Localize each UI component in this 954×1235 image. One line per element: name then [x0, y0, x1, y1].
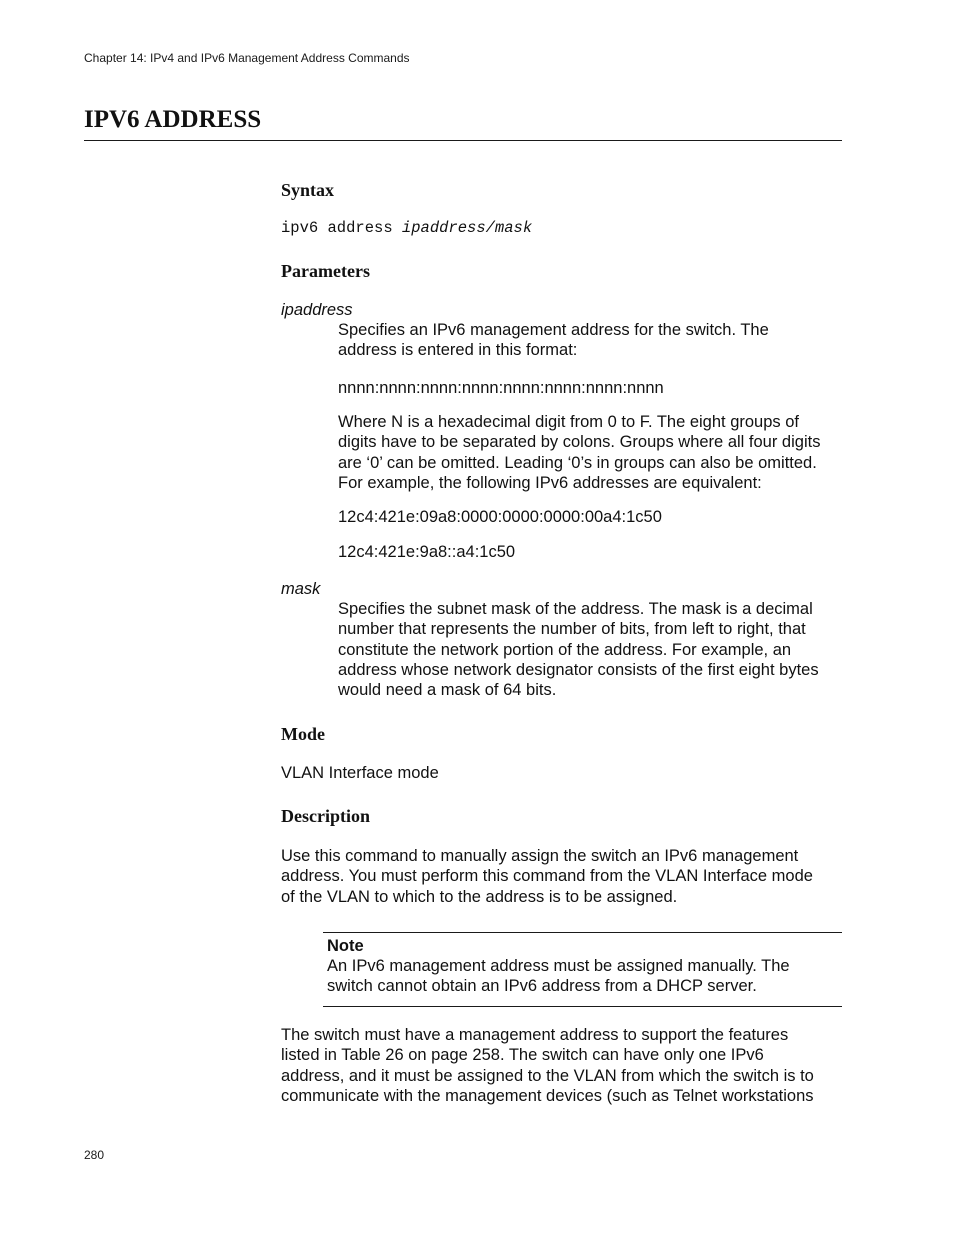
text-line: Specifies an IPv6 management address for the switch. The [338, 321, 769, 339]
syntax-command-line [281, 218, 532, 238]
text-line: address whose network designator consists of the first eight bytes [338, 660, 819, 679]
mode-heading: Mode [281, 724, 325, 744]
parameters-heading: Parameters [281, 261, 370, 281]
text-line: are ‘0’ can be omitted. Leading ‘0’s in groups can also be omitted. [338, 453, 817, 472]
text-line: communicate with the management devices (such as Telnet workstations [281, 1086, 814, 1105]
param-mask-name: mask [281, 580, 321, 598]
description-paragraph-2 [281, 1025, 814, 1106]
param-ipaddress-example-full: 12c4:421e:09a8:0000:0000:0000:00a4:1c50 [338, 508, 662, 526]
param-ipaddress-detail [338, 412, 820, 493]
text-line: Where N is a hexadecimal digit from 0 to F. The eight groups of [338, 413, 800, 431]
param-ipaddress-format: nnnn:nnnn:nnnn:nnnn:nnnn:nnnn:nnnn:nnnn [338, 379, 664, 397]
syntax-command: ipv6 address [281, 219, 402, 237]
syntax-heading: Syntax [281, 180, 335, 200]
title-rule [84, 140, 842, 141]
text-line: Specifies the subnet mask of the address. The mask is a decimal [338, 600, 813, 618]
description-heading: Description [281, 806, 370, 826]
text-line: switch cannot obtain an IPv6 address from a DHCP server. [327, 977, 757, 996]
param-mask-description [338, 599, 819, 700]
param-ipaddress-example-short: 12c4:421e:9a8::a4:1c50 [338, 543, 516, 561]
mode-text: VLAN Interface mode [281, 764, 439, 782]
text-line: constitute the network portion of the address. For example, an [338, 640, 792, 659]
running-header: Chapter 14: IPv4 and IPv6 Management Address Commands [84, 51, 410, 65]
page-title: IPV6 ADDRESS [84, 106, 262, 133]
note-box [323, 932, 842, 1007]
text-line: address, and it must be assigned to the VLAN from which the switch is to [281, 1066, 814, 1085]
text-line: of the VLAN to which to the address is to be assigned. [281, 887, 678, 906]
param-ipaddress-description [338, 320, 769, 361]
text-line: address is entered in this format: [338, 341, 578, 360]
text-line: would need a mask of 64 bits. [338, 681, 557, 700]
param-ipaddress-name: ipaddress [281, 301, 353, 319]
text-line: Use this command to manually assign the switch an IPv6 management [281, 847, 799, 865]
description-paragraph-1 [281, 846, 813, 907]
text-line: An IPv6 management address must be assigned manually. The [327, 957, 790, 975]
text-line: The switch must have a management address to support the features [281, 1026, 789, 1044]
note-text [327, 956, 790, 997]
text-line: digits have to be separated by colons. Groups where all four digits [338, 433, 821, 452]
text-line: number that represents the number of bits, from left to right, that [338, 620, 806, 639]
text-line: For example, the following IPv6 addresses are equivalent: [338, 473, 762, 492]
text-line: address. You must perform this command from the VLAN Interface mode [281, 867, 813, 886]
syntax-argument: ipaddress/mask [401, 219, 533, 237]
page-number: 280 [84, 1148, 105, 1162]
note-label: Note [327, 937, 364, 955]
text-line: listed in Table 26 on page 258. The switch can have only one IPv6 [281, 1046, 764, 1065]
